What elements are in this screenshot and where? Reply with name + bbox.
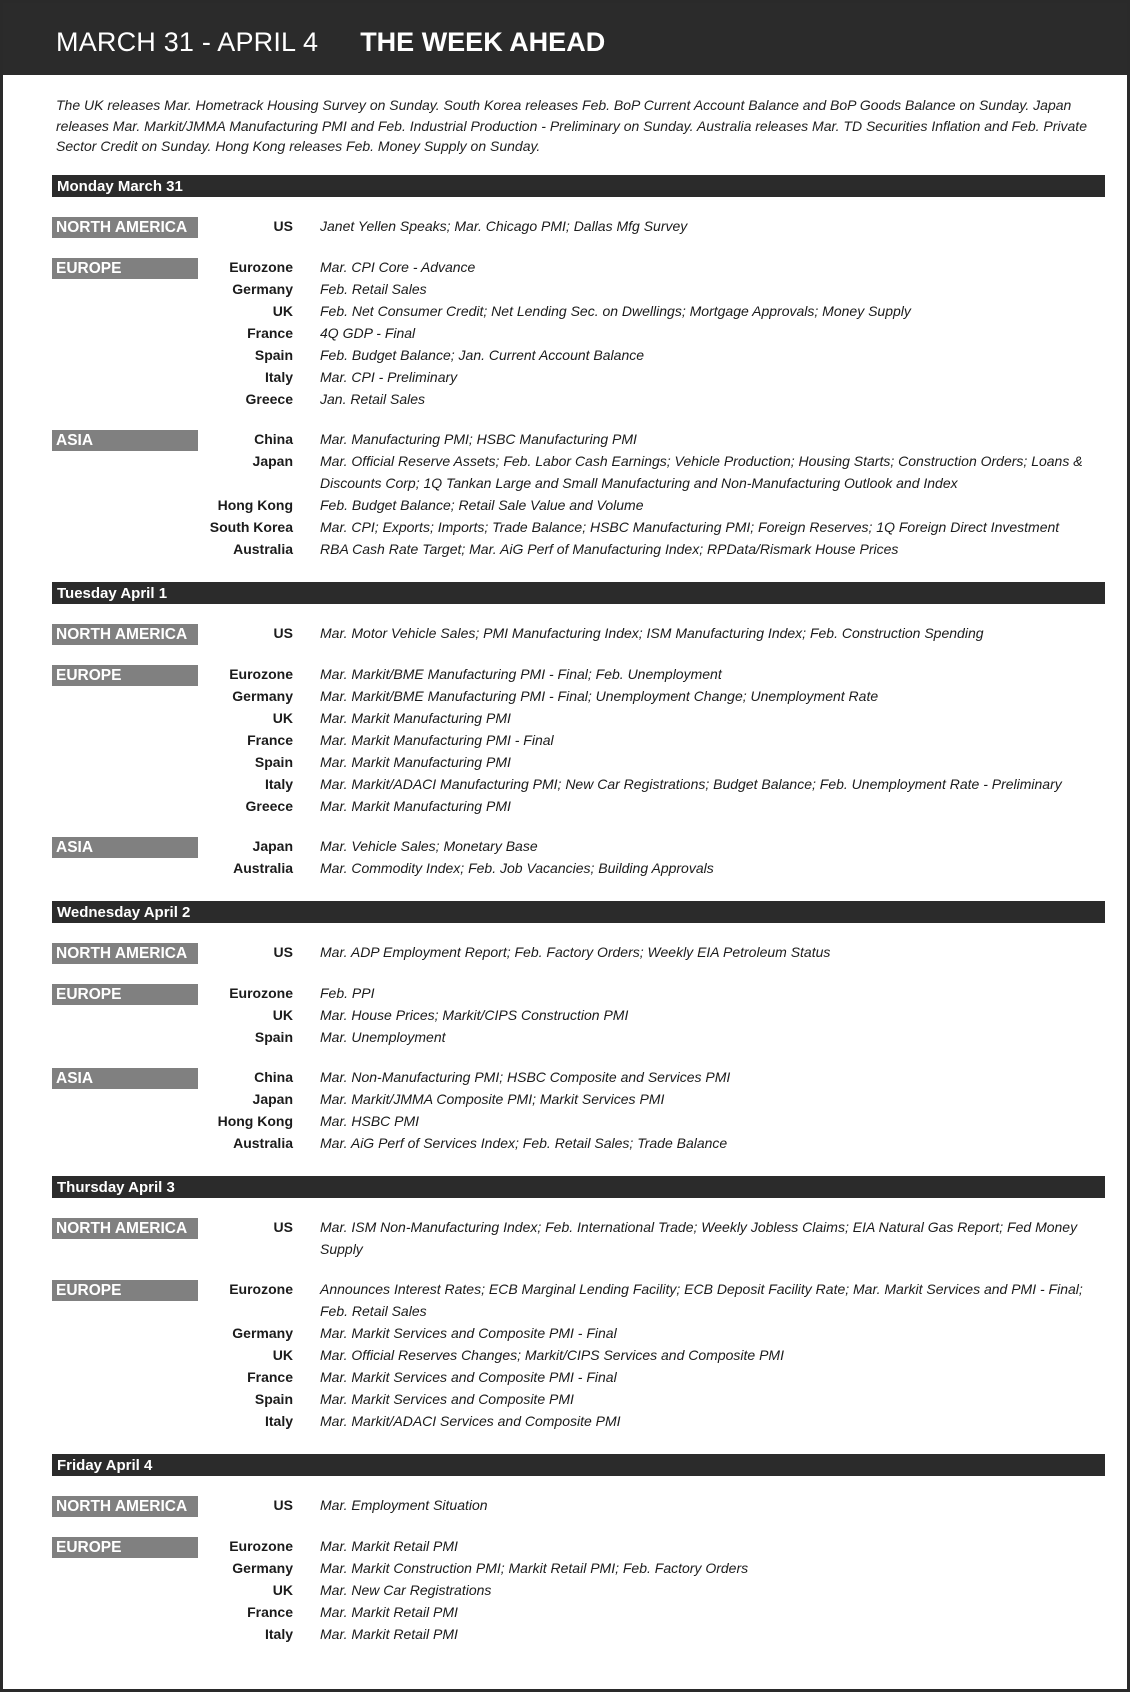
country-name: Spain — [254, 753, 293, 770]
country-name: Japan — [252, 837, 293, 854]
event-row — [198, 773, 1127, 795]
region-rows — [198, 1066, 1127, 1154]
region-block — [3, 622, 1127, 645]
region-rows — [198, 622, 1127, 645]
region-label: EUROPE — [52, 1280, 198, 1301]
event-list: Mar. Markit Retail PMI — [320, 1603, 458, 1620]
event-row — [198, 1557, 1127, 1579]
event-list: Mar. Markit Manufacturing PMI - Final — [320, 731, 554, 748]
event-list: Feb. Retail Sales — [320, 280, 427, 297]
country-name: UK — [272, 1346, 293, 1363]
event-row — [198, 1278, 1127, 1322]
country-name: Italy — [264, 1625, 293, 1642]
event-list: Jan. Retail Sales — [320, 390, 426, 407]
country-name: UK — [272, 1581, 293, 1598]
region-block — [3, 1066, 1127, 1154]
event-list: Mar. New Car Registrations — [320, 1581, 492, 1598]
event-row — [198, 278, 1127, 300]
country-name: Germany — [232, 1559, 293, 1576]
event-row — [198, 516, 1127, 538]
country-name: Australia — [233, 859, 293, 876]
region-label: ASIA — [52, 430, 198, 451]
page-title: THE WEEK AHEAD — [360, 26, 606, 57]
event-row — [198, 300, 1127, 322]
event-row — [198, 685, 1127, 707]
event-row — [198, 344, 1127, 366]
region-rows — [198, 663, 1127, 817]
event-list: Mar. HSBC PMI — [320, 1112, 420, 1129]
day-header: Thursday April 3 — [52, 1176, 1105, 1198]
event-row — [198, 622, 1127, 644]
region-rows — [198, 982, 1127, 1048]
event-list: Mar. AiG Perf of Services Index; Feb. Retail Sales; Trade Balance — [320, 1134, 728, 1151]
event-row — [198, 1110, 1127, 1132]
region-rows — [198, 428, 1127, 560]
event-list: Mar. Markit Retail PMI — [320, 1537, 458, 1554]
event-row — [198, 1410, 1127, 1432]
event-list: Mar. Markit/JMMA Composite PMI; Markit Services PMI — [320, 1090, 665, 1107]
country-name: US — [273, 1218, 293, 1235]
event-row — [198, 1004, 1127, 1026]
country-name: Germany — [232, 1324, 293, 1341]
country-name: Eurozone — [229, 258, 293, 275]
region-rows — [198, 1278, 1127, 1432]
event-list: Mar. Unemployment — [320, 1028, 446, 1045]
event-row — [198, 982, 1127, 1004]
event-list: Mar. Vehicle Sales; Monetary Base — [320, 837, 538, 854]
region-block — [3, 428, 1127, 560]
event-list: Mar. Markit Services and Composite PMI - Final — [320, 1368, 617, 1385]
event-list: Mar. CPI; Exports; Imports; Trade Balance; HSBC Manufacturing PMI; Foreign Reserves; 1Q Foreign Direct Investment — [320, 518, 1060, 535]
day-header: Monday March 31 — [52, 175, 1105, 197]
region-block — [3, 1494, 1127, 1517]
country-name: US — [273, 624, 293, 641]
region-label: ASIA — [52, 1068, 198, 1089]
event-list: Mar. Markit Manufacturing PMI — [320, 709, 511, 726]
country-name: Spain — [254, 1390, 293, 1407]
day-section — [3, 582, 1127, 879]
region-label: NORTH AMERICA — [52, 217, 198, 238]
country-name: Germany — [232, 280, 293, 297]
region-label: EUROPE — [52, 1537, 198, 1558]
country-name: China — [254, 430, 293, 447]
country-name: UK — [272, 302, 293, 319]
country-name: France — [247, 1603, 293, 1620]
event-list: Mar. Commodity Index; Feb. Job Vacancies; Building Approvals — [320, 859, 714, 876]
country-name: UK — [272, 709, 293, 726]
region-block — [3, 1535, 1127, 1645]
region-label: ASIA — [52, 837, 198, 858]
country-name: Eurozone — [229, 984, 293, 1001]
country-name: Italy — [264, 368, 293, 385]
event-list: Mar. Markit Retail PMI — [320, 1625, 458, 1642]
country-name: Italy — [264, 775, 293, 792]
event-row — [198, 729, 1127, 751]
event-row — [198, 1344, 1127, 1366]
day-section — [3, 901, 1127, 1154]
event-row — [198, 322, 1127, 344]
event-row — [198, 941, 1127, 963]
region-rows — [198, 1494, 1127, 1517]
country-name: US — [273, 943, 293, 960]
event-list: Mar. ISM Non-Manufacturing Index; Feb. International Trade; Weekly Jobless Claims; EIA Natural Gas Report; Fed Money Supply — [320, 1218, 1078, 1257]
event-list: 4Q GDP - Final — [320, 324, 416, 341]
country-name: Spain — [254, 346, 293, 363]
event-row — [198, 1601, 1127, 1623]
day-header: Wednesday April 2 — [52, 901, 1105, 923]
region-rows — [198, 941, 1127, 964]
event-row — [198, 1066, 1127, 1088]
header-bar — [3, 3, 1127, 75]
event-list: Mar. Manufacturing PMI; HSBC Manufacturing PMI — [320, 430, 637, 447]
event-row — [198, 428, 1127, 450]
country-name: US — [273, 217, 293, 234]
country-name: Italy — [264, 1412, 293, 1429]
country-name: Hong Kong — [217, 496, 293, 513]
event-list: Mar. Markit/ADACI Services and Composite PMI — [320, 1412, 621, 1429]
region-rows — [198, 215, 1127, 238]
event-row — [198, 388, 1127, 410]
region-label: NORTH AMERICA — [52, 943, 198, 964]
country-name: US — [273, 1496, 293, 1513]
region-block — [3, 982, 1127, 1048]
intro-paragraph: The UK releases Mar. Hometrack Housing Survey on Sunday. South Korea releases Feb. BoP Current Account Balance and BoP Goods Balance on Sunday. Japan releases Mar. Markit/JMMA Manufacturing PMI and Feb. Industrial Production - Preliminary on Sunday. Australia releases Mar. TD Securities Inflation and Feb. Private Sector Credit on Sunday. Hong Kong releases Feb. Money Supply on Sunday. — [56, 97, 1087, 154]
region-label: NORTH AMERICA — [52, 1496, 198, 1517]
event-list: Mar. Markit Services and Composite PMI - Final — [320, 1324, 617, 1341]
event-list: Mar. Employment Situation — [320, 1496, 488, 1513]
date-range: MARCH 31 - APRIL 4 — [56, 26, 319, 57]
country-name: Greece — [245, 390, 293, 407]
day-header: Friday April 4 — [52, 1454, 1105, 1476]
event-list: Mar. House Prices; Markit/CIPS Construction PMI — [320, 1006, 629, 1023]
event-list: Mar. Markit/ADACI Manufacturing PMI; New Car Registrations; Budget Balance; Feb. Unemployment Rate - Preliminary — [320, 775, 1062, 792]
event-row — [198, 538, 1127, 560]
event-row — [198, 795, 1127, 817]
day-section — [3, 1454, 1127, 1645]
region-block — [3, 835, 1127, 879]
event-list: Mar. Markit/BME Manufacturing PMI - Final; Unemployment Change; Unemployment Rate — [320, 687, 879, 704]
event-list: Mar. Official Reserve Assets; Feb. Labor Cash Earnings; Vehicle Production; Housing Starts; Construction Orders; Loans & Discounts Corp; 1Q Tankan Large and Small Manufacturing and Non-Manufacturing Outlook and Index — [320, 452, 1083, 491]
event-list: Mar. Official Reserves Changes; Markit/CIPS Services and Composite PMI — [320, 1346, 784, 1363]
event-row — [198, 256, 1127, 278]
event-list: Mar. CPI - Preliminary — [320, 368, 458, 385]
country-name: Eurozone — [229, 665, 293, 682]
event-row — [198, 751, 1127, 773]
event-list: Feb. PPI — [320, 984, 375, 1001]
event-row — [198, 215, 1127, 237]
event-row — [198, 450, 1127, 494]
country-name: Hong Kong — [217, 1112, 293, 1129]
event-row — [198, 1366, 1127, 1388]
country-name: China — [254, 1068, 293, 1085]
event-list: Mar. Markit Services and Composite PMI — [320, 1390, 574, 1407]
region-block — [3, 1216, 1127, 1260]
region-label: NORTH AMERICA — [52, 624, 198, 645]
event-row — [198, 707, 1127, 729]
event-row — [198, 1494, 1127, 1516]
event-list: Announces Interest Rates; ECB Marginal Lending Facility; ECB Deposit Facility Rate; Mar. Markit Services and PMI - Final; Feb. Retail Sales — [320, 1280, 1083, 1319]
event-row — [198, 1623, 1127, 1645]
event-list: Mar. Markit Construction PMI; Markit Retail PMI; Feb. Factory Orders — [320, 1559, 749, 1576]
event-list: Mar. Motor Vehicle Sales; PMI Manufacturing Index; ISM Manufacturing Index; Feb. Construction Spending — [320, 624, 984, 641]
day-header: Tuesday April 1 — [52, 582, 1105, 604]
country-name: Japan — [252, 1090, 293, 1107]
event-row — [198, 366, 1127, 388]
country-name: Spain — [254, 1028, 293, 1045]
country-name: France — [247, 324, 293, 341]
event-row — [198, 1579, 1127, 1601]
event-row — [198, 494, 1127, 516]
region-label: EUROPE — [52, 258, 198, 279]
event-list: Mar. Markit Manufacturing PMI — [320, 797, 511, 814]
country-name: Germany — [232, 687, 293, 704]
event-row — [198, 1322, 1127, 1344]
region-label: EUROPE — [52, 984, 198, 1005]
region-block — [3, 256, 1127, 410]
event-row — [198, 1535, 1127, 1557]
event-row — [198, 663, 1127, 685]
event-list: Mar. ADP Employment Report; Feb. Factory Orders; Weekly EIA Petroleum Status — [320, 943, 831, 960]
schedule — [3, 175, 1127, 1645]
country-name: Eurozone — [229, 1537, 293, 1554]
region-rows — [198, 835, 1127, 879]
event-row — [198, 1026, 1127, 1048]
country-name: Australia — [233, 540, 293, 557]
event-list: Mar. Markit/BME Manufacturing PMI - Final; Feb. Unemployment — [320, 665, 722, 682]
event-list: Feb. Net Consumer Credit; Net Lending Sec. on Dwellings; Mortgage Approvals; Money Supply — [320, 302, 911, 319]
event-list: Mar. Non-Manufacturing PMI; HSBC Composite and Services PMI — [320, 1068, 731, 1085]
event-row — [198, 1216, 1127, 1260]
region-label: EUROPE — [52, 665, 198, 686]
region-rows — [198, 1216, 1127, 1260]
region-label: NORTH AMERICA — [52, 1218, 198, 1239]
event-list: Feb. Budget Balance; Jan. Current Account Balance — [320, 346, 645, 363]
day-section — [3, 1176, 1127, 1432]
country-name: UK — [272, 1006, 293, 1023]
region-rows — [198, 1535, 1127, 1645]
event-list: RBA Cash Rate Target; Mar. AiG Perf of Manufacturing Index; RPData/Rismark House Prices — [320, 540, 899, 557]
event-list: Mar. Markit Manufacturing PMI — [320, 753, 511, 770]
region-block — [3, 215, 1127, 238]
event-row — [198, 1088, 1127, 1110]
region-block — [3, 663, 1127, 817]
event-row — [198, 1388, 1127, 1410]
country-name: Greece — [245, 797, 293, 814]
event-row — [198, 1132, 1127, 1154]
event-list: Mar. CPI Core - Advance — [320, 258, 476, 275]
country-name: Eurozone — [229, 1280, 293, 1297]
event-row — [198, 857, 1127, 879]
country-name: Australia — [233, 1134, 293, 1151]
region-block — [3, 1278, 1127, 1432]
country-name: South Korea — [209, 518, 293, 535]
event-list: Janet Yellen Speaks; Mar. Chicago PMI; Dallas Mfg Survey — [320, 217, 688, 234]
country-name: France — [247, 1368, 293, 1385]
region-block — [3, 941, 1127, 964]
event-list: Feb. Budget Balance; Retail Sale Value and Volume — [320, 496, 644, 513]
region-rows — [198, 256, 1127, 410]
country-name: Japan — [252, 452, 293, 469]
country-name: France — [247, 731, 293, 748]
day-section — [3, 175, 1127, 560]
event-row — [198, 835, 1127, 857]
